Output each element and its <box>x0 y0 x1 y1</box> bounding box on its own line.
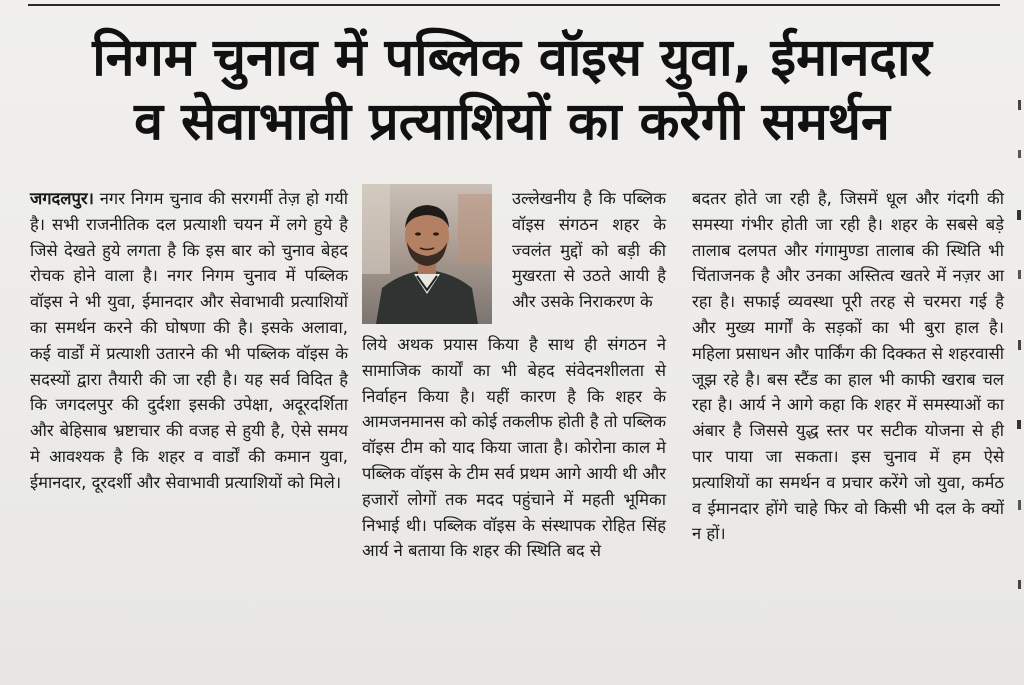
article-column-3 <box>692 186 1004 547</box>
article-paragraph-1 <box>30 186 348 496</box>
article-column-2-top <box>512 186 666 315</box>
article-column-2 <box>362 332 666 564</box>
headline <box>20 26 1004 154</box>
column-1-text: नगर निगम चुनाव की सरगर्मी तेज़ हो गयी है। सभी राजनीतिक दल प्रत्याशी चयन में लगे हुये है जिसे देखते हुये लगता है कि इस बार को चुनाव बेहद रोचक होने वाला है। नगर निगम चुनाव में पब्लिक वॉइस ने भी युवा, ईमानदार और सेवाभावी प्रत्याशियों का समर्थन करने की घोषणा की है। इसके अलावा, कई वार्डों में प्रत्याशी उतारने की भी पब्लिक वॉइस के सदस्यों द्वारा तैयारी की जा रही है। यह सर्व विदित है कि जगदलपुर की दुर्दशा इसकी उपेक्षा, अदूरदर्शिता और बेहिसाब भ्रष्टाचार की वजह से हुयी है, ऐसे समय मे आवश्यक है कि शहर व वार्डों की कमान युवा, ईमानदार, दूरदर्शी और सेवाभावी प्रत्याशियों को मिले। <box>30 189 348 492</box>
person-photo-graphic <box>362 184 492 324</box>
column-3-text: बदतर होते जा रही है, जिसमें धूल और गंदगी की समस्या गंभीर होती जा रही है। शहर के सबसे बड़े तालाब दलपत और गंगामुण्डा तालाब की स्थिति भी चिंताजनक है और उनका अस्तित्व खतरे में नज़र आ रहा है। सफाई व्यवस्था पूरी तरह से चरमरा गई है और मुख्य मार्गों के सड़कों का भी बुरा हाल है। महिला प्रसाधन और पार्किंग की दिक्कत से शहरवासी जूझ रहे है। बस स्टैंड का हाल भी काफी खराब चल रहा है। आर्य ने आगे कहा कि शहर में समस्याओं का अंबार है जिससे युद्ध स्तर पर सटीक योजना से ही पार पाया जा सकता। इस चुनाव में हम ऐसे प्रत्याशियों का समर्थन व प्रचार करेंगे जो युवा, कर्मठ व ईमानदार होंगे चाहे फिर वो किसी भी दल के क्यों न हों। <box>692 189 1004 544</box>
person-photo <box>362 184 492 324</box>
article-column-1 <box>30 186 348 496</box>
top-divider <box>28 4 1000 6</box>
column-2-text: लिये अथक प्रयास किया है साथ ही संगठन ने सामाजिक कार्यों का भी बेहद संवेदनशीलता से निर्वाहन किया है। यहीं कारण है कि शहर के आमजनमानस को कोई तकलीफ होती है तो पब्लिक वॉइस टीम को याद किया जाता है। कोरोना काल मे पब्लिक वॉइस के टीम सर्व प्रथम आगे आयी थी और हजारों लोगों तक मदद पहुंचाने में महती भूमिका निभाई थी। पब्लिक वॉइस के संस्थापक रोहित सिंह आर्य ने बताया कि शहर की स्थिति बद से <box>362 335 666 561</box>
dateline: जगदलपुर। <box>30 189 94 208</box>
column-2-top-text: उल्लेखनीय है कि पब्लिक वॉइस संगठन शहर के ज्वलंत मुद्दों को बड़ी की मुखरता से उठते आयी है और उसके निराकरण के <box>512 189 666 312</box>
headline-line-2: व सेवाभावी प्रत्याशियों का करेगी समर्थन <box>134 92 890 152</box>
adjacent-column-edge <box>1012 90 1024 650</box>
headline-line-1: निगम चुनाव में पब्लिक वॉइस युवा, ईमानदार <box>92 28 932 88</box>
